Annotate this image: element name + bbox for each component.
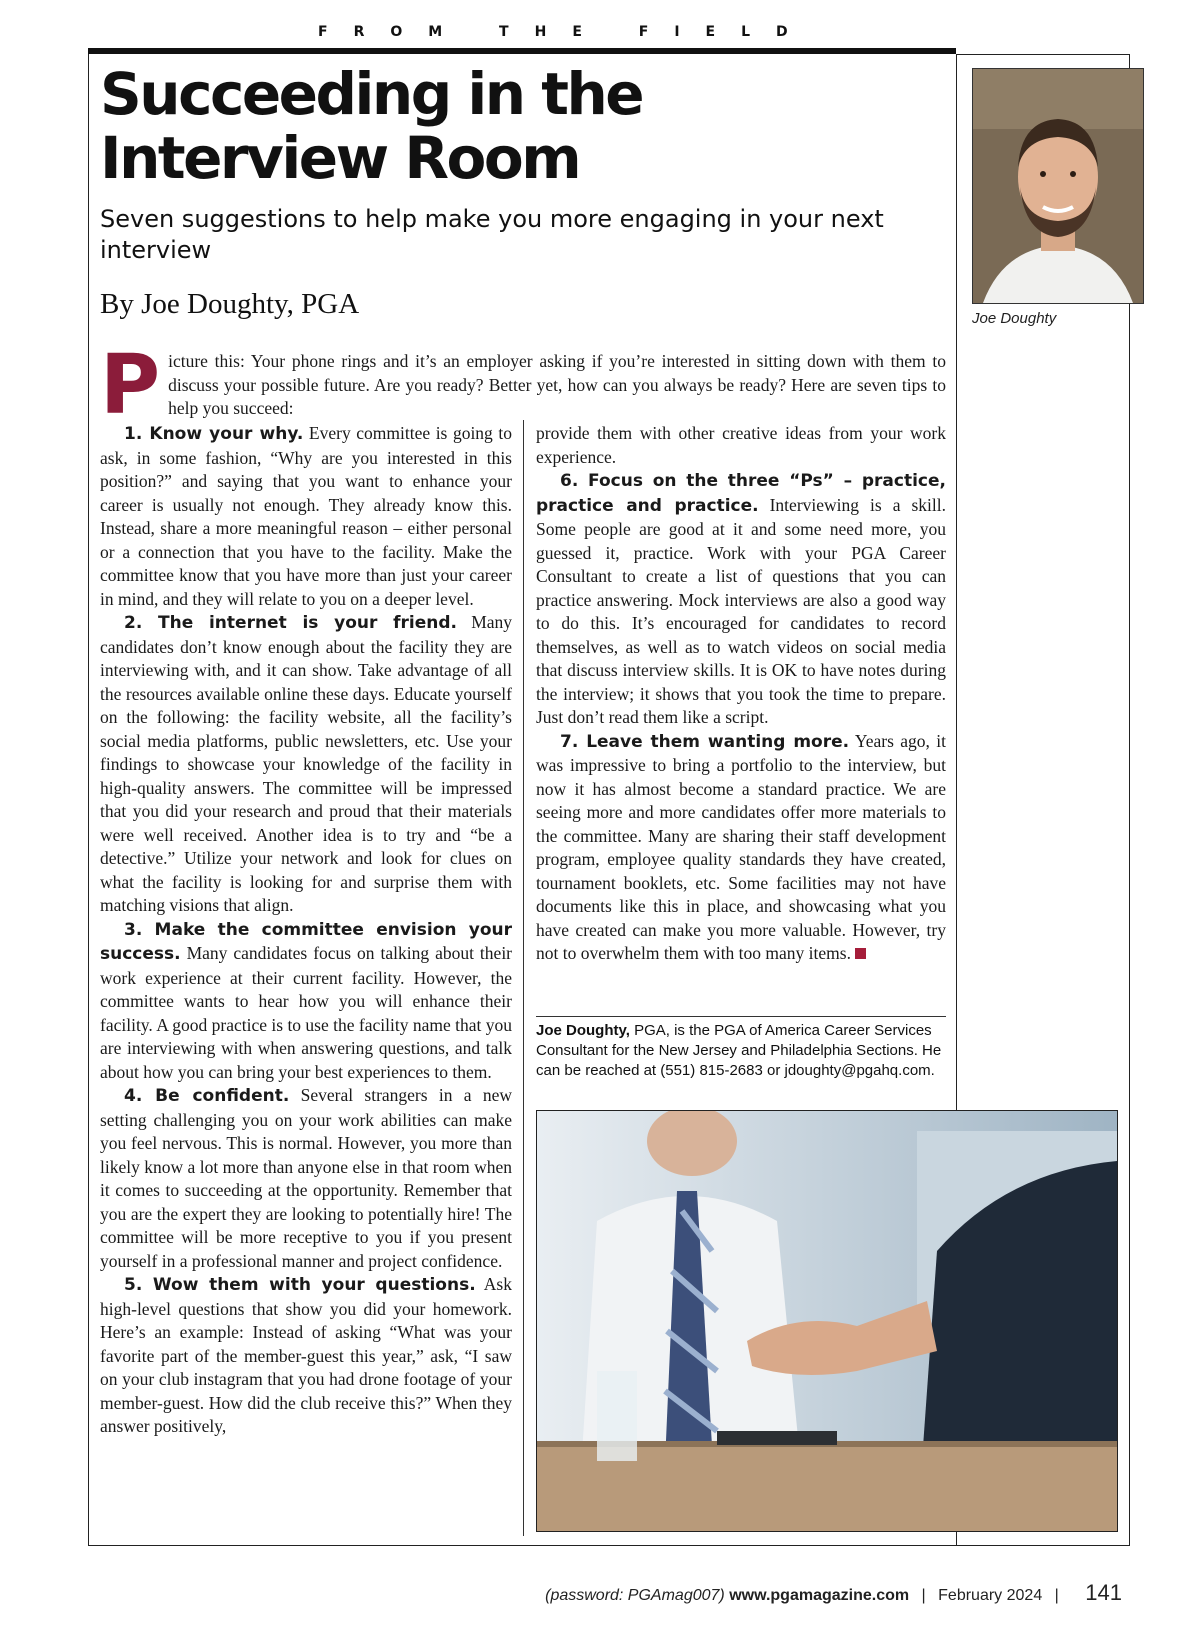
tip-heading: 4. Be confident. (124, 1086, 290, 1106)
intro-paragraph (100, 338, 946, 433)
handshake-photo (536, 1110, 1118, 1532)
tip-body: Interviewing is a skill. Some people are good at it and some need more, you guessed it, practice. Work with your PGA Career Consultant to create a list of questions that you can practice answering. Mock interviews are also a good way to do this. It’s encouraged for candidates to record themselves, as well as to watch videos on social media that discuss interview skills. It is OK to have notes during the interview; it shows that you took the time to prepare. Just don’t read them like a script. (536, 494, 946, 727)
bio-rule (536, 1016, 946, 1017)
bio-text: PGA, is the PGA of America Career Services Consultant for the New Jersey and Philadelphia Sections. He can be reached at (551) 815-2683 or jdoughty@pgahq.com. (536, 1022, 942, 1079)
footer-date: February 2024 (938, 1587, 1043, 1604)
drop-cap: P (100, 338, 161, 433)
tip-body: Several strangers in a new setting challenging you on your work abilities can make you feel nervous. This is normal. However, you more than likely know a lot more than anyone else in that room when it comes to succeeding at the opportunity. Remember that you are the expert they are looking to potentially hire! The committee will be more receptive to you if you present yourself in a professional manner and project confidence. (100, 1085, 513, 1271)
tip-body: Every committee is going to ask, in some fashion, “Why are you interested in this position?” and saying that you want to enhance your career is usually not enough. They already know this. Instead, share a more meaningful reason – either personal or a connection that you have to the facility. Make the committee know that you have more than just your career in mind, and they will relate to you on a deeper level. (100, 423, 512, 609)
author-photo (972, 68, 1144, 304)
article-title (100, 62, 940, 190)
end-mark-icon (855, 948, 866, 959)
tip-heading: 1. Know your why. (124, 424, 304, 444)
tip-heading: 6. Focus on the three “Ps” – practice, practice and practice. (536, 471, 946, 516)
page-footer (545, 1580, 1122, 1606)
title-line-2: Interview Room (100, 124, 580, 192)
tip-paragraph (100, 918, 512, 1085)
tip-heading: 7. Leave them wanting more. (560, 731, 850, 752)
bio-name: Joe Doughty, (536, 1022, 630, 1039)
title-line-1: Succeeding in the (100, 60, 643, 128)
author-portrait-illustration (973, 69, 1143, 303)
tip-heading: 3. Make the committee envision your success. (100, 919, 512, 964)
tip-body: provide them with other creative ideas from your work experience. (536, 423, 946, 467)
tip-paragraph (536, 730, 946, 966)
tip-heading: 2. The internet is your friend. (124, 613, 457, 633)
tip-paragraph (100, 1084, 512, 1273)
tip-paragraph (536, 469, 946, 730)
byline: By Joe Doughty, PGA (100, 288, 360, 320)
sidebar-top-rule (956, 54, 1130, 55)
author-bio (536, 1021, 946, 1081)
page-number: 141 (1085, 1580, 1122, 1605)
footer-separator: | (921, 1587, 926, 1604)
handshake-illustration (537, 1111, 1117, 1531)
column-divider (523, 420, 524, 1536)
footer-separator: | (1054, 1587, 1059, 1604)
tip-body: Many candidates don’t know enough about the facility they are interviewing with, and it can show. Take advantage of all the resources available online these days. Educate yourself on the following: the facility website, all the facility’s social media platforms, public newsletters, etc. Use your findings to showcase your knowledge of the facility in high-quality answers. The committee will be impressed that you did your research and proud that their materials were well received. Another idea is to try and “be a detective.” Utilize your network and look for clues on what the facility is looking for and surprise them with matching visions that align. (100, 612, 513, 915)
footer-website-link[interactable]: www.pgamagazine.com (729, 1587, 910, 1604)
intro-text: icture this: Your phone rings and it’s an employer asking if you’re interested in sitting down with them to discuss your possible future. Are you ready? Better yet, how can you always be ready? Here are seven tips to help you succeed: (168, 351, 946, 418)
tip-body: Ask high-level questions that show you did your homework. Here’s an example: Instead of asking “What was your favorite part of the member-guest this year,” ask, “I saw on your club instagram that you had drone footage of your member-guest. How did the club receive this?” When they answer positively, (100, 1274, 512, 1436)
footer-password: (password: PGAmag007) (545, 1587, 725, 1604)
photo-caption: Joe Doughty (972, 310, 1057, 327)
tip-body: Many candidates focus on talking about their work experience at their current facility. However, the committee wants to hear how you will enhance their facility. A good practice is to use the facility name that you are interviewing with when answering questions, and talk about how you can bring your best experiences to them. (100, 943, 513, 1082)
tip-body: Years ago, it was impressive to bring a portfolio to the interview, but now it has almost become a standard practice. We are seeing more and more candidates offer more materials to the committee. Many are sharing their staff development program, employee quality standards they have created, tournament booklets, etc. Some facilities may not have documents like this in place, and showcasing what you have created can make you more valuable. However, try not to overwhelm them with too many items. (536, 730, 946, 963)
column-right (536, 422, 946, 966)
tip-paragraph (100, 611, 512, 918)
article-subtitle: Seven suggestions to help make you more engaging in your next interview (100, 205, 884, 264)
tip-heading: 5. Wow them with your questions. (124, 1275, 476, 1295)
column-left (100, 422, 512, 1439)
tip-paragraph (100, 422, 512, 611)
tip-continuation (536, 422, 946, 469)
section-kicker: FROM THE FIELD (318, 24, 814, 40)
tip-paragraph (100, 1273, 512, 1439)
